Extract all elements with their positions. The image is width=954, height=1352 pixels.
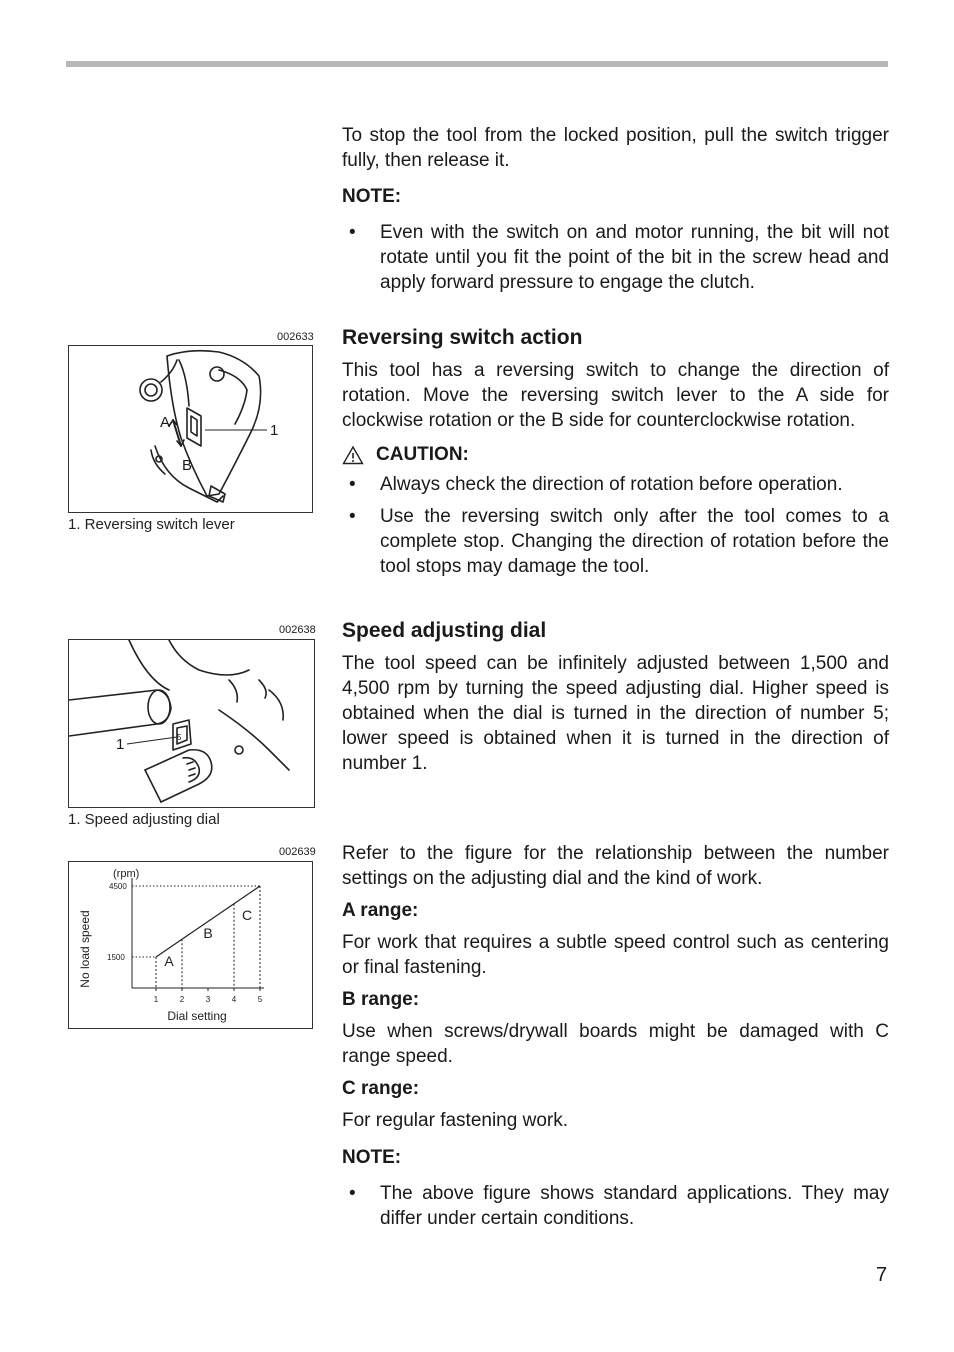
figure-code: 002639 xyxy=(279,846,316,858)
caution-bullet-1-text: Always check the direction of rotation before operation. xyxy=(380,474,843,495)
dial-mark: 5 xyxy=(177,733,182,742)
x-tick-label: 3 xyxy=(205,995,211,1004)
a-range-label: A range: xyxy=(342,900,419,921)
bullet-dot: • xyxy=(349,222,356,243)
ranges-intro: Refer to the figure for the relationship between the number settings on the adjusting dial and the kind of work. xyxy=(342,843,889,889)
note-label: NOTE: xyxy=(342,186,402,207)
note-bullet-2 xyxy=(342,1181,889,1231)
y-tick-label: 1500 xyxy=(107,953,125,962)
figure-caption: 1. Reversing switch lever xyxy=(68,516,235,533)
speed-text: The tool speed can be infinitely adjusted between 1,500 and 4,500 rpm by turning the speed adjusting dial. Higher speed is obtained when the dial is turned in the direction of number 5; lower speed is obtained when it is turned in the direction of number 1. xyxy=(342,653,889,774)
region-label: B xyxy=(203,924,213,941)
label-b: B xyxy=(182,457,193,474)
b-range-label: B range: xyxy=(342,989,420,1010)
note-bullet-2-text: The above figure shows standard applications. They may differ under certain conditions. xyxy=(380,1183,889,1229)
x-tick-label: 2 xyxy=(179,995,185,1004)
intro-section xyxy=(342,123,889,295)
bullet-dot: • xyxy=(349,506,356,527)
figure-caption: 1. Speed adjusting dial xyxy=(68,811,220,828)
y-axis-label: No load speed xyxy=(78,910,92,988)
speed-heading: Speed adjusting dial xyxy=(342,619,547,642)
figure-code: 002638 xyxy=(279,624,316,636)
label-a: A xyxy=(160,414,171,431)
caution-bullet-2-text: Use the reversing switch only after the tool comes to a complete stop. Changing the direction of rotation before the tool stops may damage the tool. xyxy=(380,506,889,577)
speed-chart xyxy=(69,862,312,1028)
note-bullet-text: Even with the switch on and motor running, the bit will not rotate until you fit the point of the bit in the screw head and apply forward pressure to engage the clutch. xyxy=(380,222,889,293)
callout-number: 1 xyxy=(116,736,125,753)
caution-bullet-1 xyxy=(342,472,889,497)
dial-illustration xyxy=(69,640,314,807)
bullet-dot: • xyxy=(349,1183,356,1204)
x-tick-label: 4 xyxy=(231,995,237,1004)
x-axis-label: Dial setting xyxy=(167,1009,227,1023)
caution-text: CAUTION: xyxy=(376,444,469,465)
x-tick-label: 1 xyxy=(153,995,159,1004)
x-tick-label: 5 xyxy=(257,995,263,1004)
callout-number: 1 xyxy=(270,422,279,439)
reversing-section xyxy=(342,325,889,579)
header-rule xyxy=(66,61,888,67)
caution-bullet-2 xyxy=(342,504,889,579)
y-unit-label: (rpm) xyxy=(113,868,140,880)
intro-text: To stop the tool from the locked position, pull the switch trigger fully, then release it. xyxy=(342,125,889,171)
speed-dial-figure xyxy=(68,639,315,808)
speed-section xyxy=(342,618,889,776)
bullet-dot: • xyxy=(349,474,356,495)
warning-icon xyxy=(342,445,364,465)
region-label: A xyxy=(164,953,174,969)
c-range-text: For regular fastening work. xyxy=(342,1110,568,1131)
page-number: 7 xyxy=(876,1264,888,1286)
c-range-label: C range: xyxy=(342,1078,420,1099)
note-bullet xyxy=(342,220,889,295)
y-tick-label: 4500 xyxy=(109,882,127,891)
caution-label xyxy=(342,442,889,467)
a-range-text: For work that requires a subtle speed control such as centering or final fastening. xyxy=(342,932,889,978)
note-label-2: NOTE: xyxy=(342,1147,402,1168)
speed-chart-figure xyxy=(68,861,313,1029)
reversing-switch-figure xyxy=(68,345,313,513)
region-label: C xyxy=(241,907,253,923)
reversing-heading: Reversing switch action xyxy=(342,326,583,349)
reversing-text: This tool has a reversing switch to change the direction of rotation. Move the reversing switch lever to the A side for clockwise rotation or the B side for counterclockwise rotation. xyxy=(342,360,889,431)
ranges-section xyxy=(342,841,889,1231)
figure-code: 002633 xyxy=(277,331,314,343)
b-range-text: Use when screws/drywall boards might be damaged with C range speed. xyxy=(342,1021,889,1067)
